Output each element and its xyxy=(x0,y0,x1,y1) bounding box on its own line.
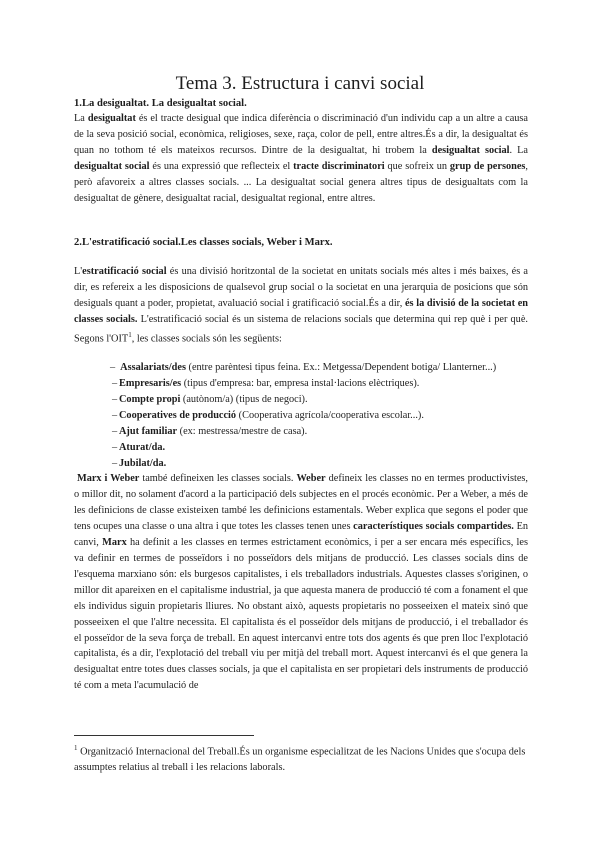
section-heading-1: 1.La desigualtat. La desigualtat social. xyxy=(74,98,247,109)
list-item: – Ajut familiar (ex: mestressa/mestre de casa). xyxy=(112,425,308,437)
paragraph-desigualtat: La desigualtat és el tracte desigual que indica diferència o discriminació d'un individu cap a un altre a causa de la seva posició social, econòmica, religioses, sexe, raça, color de pell, entre altres.És a dir, la desigualtat és quan no tothom té els mateixos recursos. Dintre de la desigualtat, hi trobem la desigualtat social. La desigualtat social és una expressió que reflecteix el tracte discriminatori que sofreix un grup de persones, però afavoreix a altres classes socials. ... La desigualtat social genera altres tipus de desigualtats com la desigualtat de gènere, desigualtat racial, desigualtat regional, entre altres. xyxy=(74,113,528,204)
page-title: Tema 3. Estructura i canvi social xyxy=(175,73,425,94)
classes-list xyxy=(74,360,528,472)
footnote-separator xyxy=(74,735,254,736)
list-item: – Cooperatives de producció (Cooperativa agrícola/cooperativa escolar...). xyxy=(112,409,424,421)
list-item: – Aturat/da. xyxy=(112,441,166,453)
list-item: – Assalariats/des (entre parèntesi tipus feina. Ex.: Metgessa/Dependent botiga/ Llanterner...) xyxy=(110,362,497,373)
paragraph-marx-weber: Marx i Weber també defineixen les classes socials. Weber defineix les classes no en termes productivistes, o millor dit, no solament d'acord a la participació dels subjectes en el procés econòmic. Per a Weber, a més de les definicions de classe existeixen també les definicions estamentals. Weber explica que segons el poder que tens ocupes una classe o una altra i que totes les classes tenen unes característiques socials compartides. En canvi, Marx ha definit a les classes en termes estrictament econòmics, i per a ser encara més específics, les va definir en termes de posseïdors i no posseïdors dels mitjans de producció. Les classes socials dins de l'esquema marxiano són: els burgesos capitalistes, i els treballadors industrials. Aquestes classes s'originen, o millor dit apareixen en el capitalisme industrial, ja que aquesta manera de producció té com a fonament el que els individus siguin propietaris lliures. No obstant això, aquests propietaris no posseeixen el mateix sinó que posseeixen el que l'altre necessita. El capitalista és el posseïdor dels mitjans de producció, i el treballador és el posseïdor de la seva força de treball. En aquest intercanvi entre tots dos agents és que pren lloc l'explotació capitalista, és a dir, l'explotació del treball viu per mitjà del treball mort. Aquest intercanvi és el que genera la desigualtat entre totes dues classes socials, ja que el capitalista en ser propietari dels instruments de producció té com a meta l'acumulació de xyxy=(74,473,529,692)
list-item: – Compte propi (autònom/a) (tipus de negoci). xyxy=(112,393,308,405)
section-heading-2: 2.L'estratificació social.Les classes socials, Weber i Marx. xyxy=(74,237,333,248)
list-item: – Jubilat/da. xyxy=(112,457,167,469)
footnote-ref: 1 xyxy=(128,330,132,339)
list-item: – Empresaris/es (tipus d'empresa: bar, empresa instal·lacions elèctriques). xyxy=(112,377,420,389)
paragraph-estratificacio: L'estratificació social és una divisió horitzontal de la societat en unitats socials més altes i més baixes, és a dir, es refereix a les disposicions de qualsevol grup social o la societat en una jerarquia de posicions que són desiguals quant a poder, propietat, avaluació social i gratificació social.És a dir, és la divisió de la societat en classes socials. L'estratificació social és un sistema de relacions socials que determina qui rep què i per què. Segons l'OIT$^1$, les classes socials són les següents: xyxy=(74,266,529,345)
footnote: $^1$ Organització Internacional del Treball.És un organisme especialitzat de les Nacions Unides que s'ocupa dels assumptes relatius al treball i les relacions laborals. xyxy=(74,744,526,774)
